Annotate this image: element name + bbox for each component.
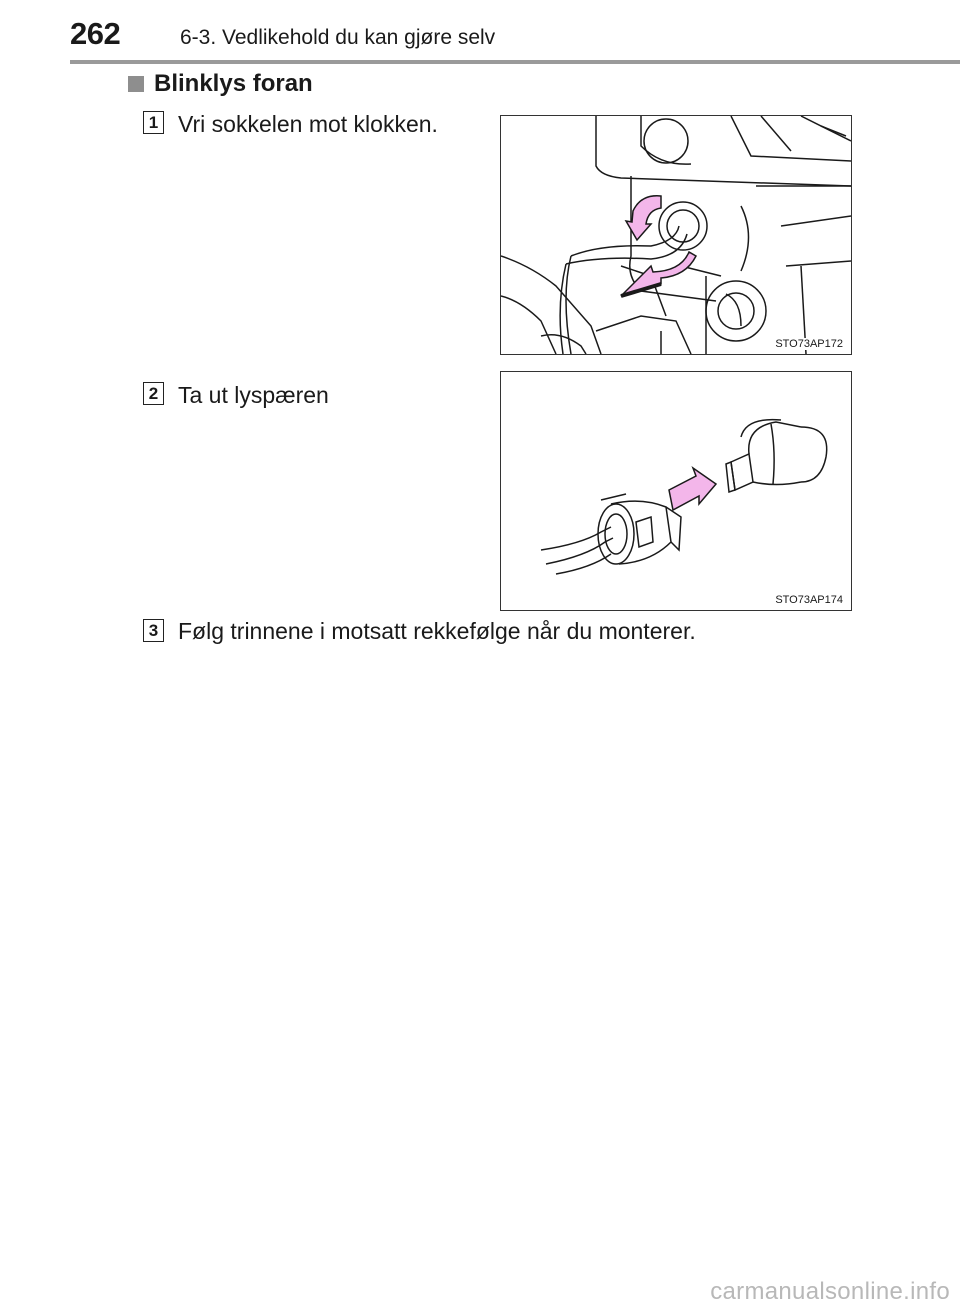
- step-badge-1: 1: [143, 111, 164, 134]
- bulb-removal-illustration: [501, 372, 851, 610]
- section-title: [128, 70, 313, 98]
- figure-bulb-removal: [500, 371, 852, 611]
- figure-socket-rotation: [500, 115, 852, 355]
- step-badge-2: 2: [143, 382, 164, 405]
- figure-code-2: STO73AP174: [775, 594, 843, 606]
- watermark: carmanualsonline.info: [710, 1278, 950, 1305]
- step-text-2: Ta ut lyspæren: [178, 382, 329, 408]
- header-rule: [70, 60, 960, 64]
- step-badge-3: 3: [143, 619, 164, 642]
- socket-rotation-illustration: [501, 116, 851, 354]
- square-bullet-icon: [128, 76, 144, 92]
- step-text-1: Vri sokkelen mot klokken.: [178, 111, 438, 137]
- chapter-title: 6-3. Vedlikehold du kan gjøre selv: [180, 26, 496, 49]
- page-number: 262: [70, 16, 121, 51]
- section-title-text: Blinklys foran: [154, 70, 313, 97]
- step-text-3: Følg trinnene i motsatt rekkefølge når du monterer.: [178, 618, 696, 644]
- figure-code-1: STO73AP172: [775, 338, 843, 350]
